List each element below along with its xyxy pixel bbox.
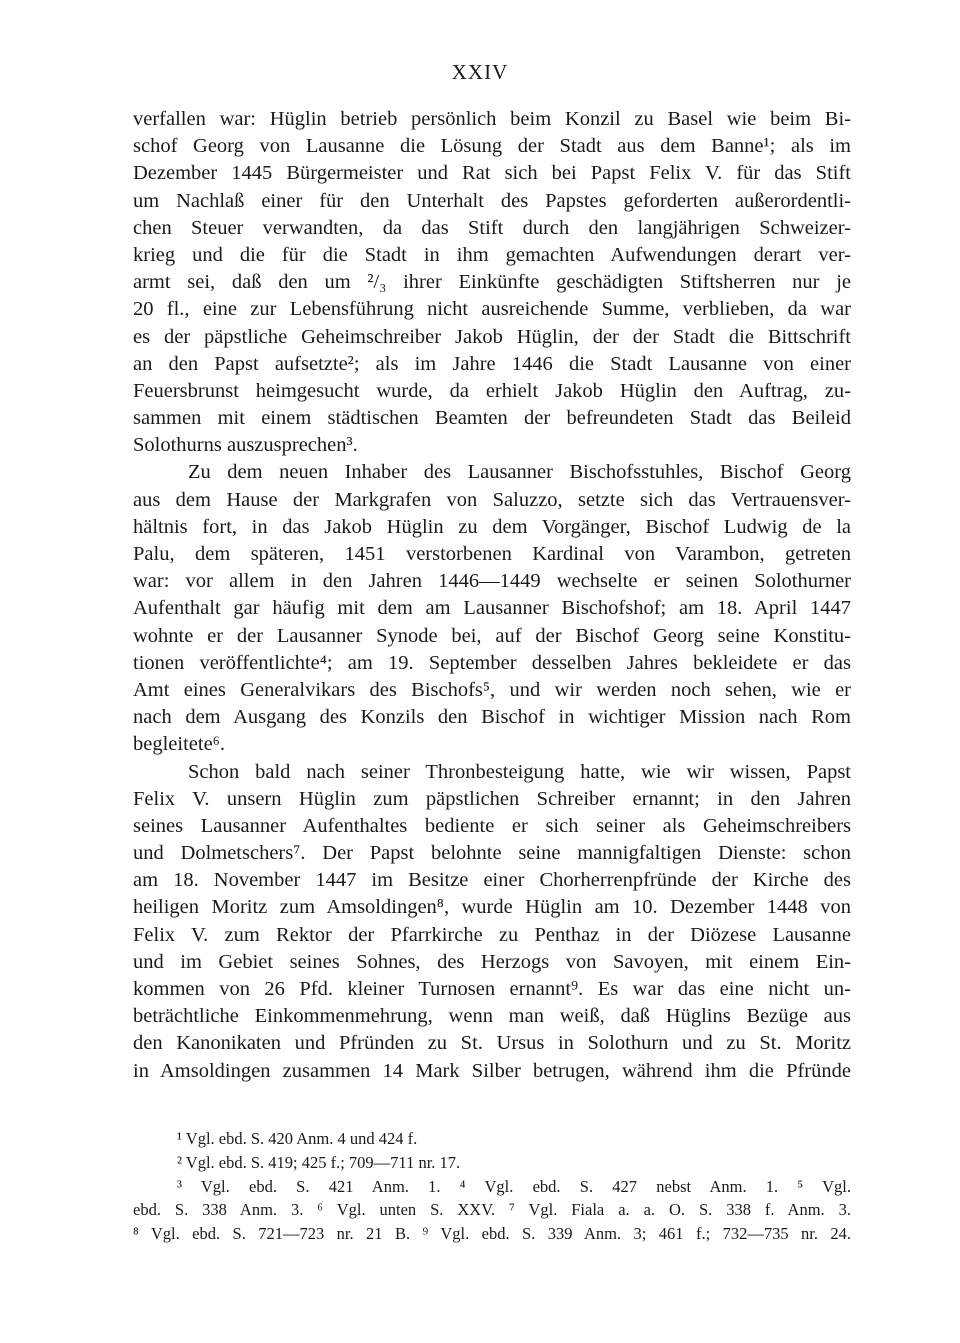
text-line: verfallen war: Hüglin betrieb persönlich beim Konzil zu Basel wie beim Bi- — [133, 108, 851, 130]
text-line: in Amsoldingen zusammen 14 Mark Silber betrugen, während ihm die Pfründe — [133, 1059, 851, 1082]
text-line: an den Papst aufsetzte²; als im Jahre 1446 die Stadt Lausanne von einer — [133, 352, 851, 375]
text-line: um Nachlaß einer für den Unterhalt des Papstes geforderten außerordentli- — [133, 189, 851, 212]
text-line: hältnis fort, in das Jakob Hüglin zu dem Vorgänger, Bischof Ludwig de la — [133, 515, 851, 538]
text-line: kommen von 26 Pfd. kleiner Turnosen ernannt⁹. Es war das eine nicht un- — [133, 978, 851, 1000]
text-line: war: vor allem in den Jahren 1446—1449 wechselte er seinen Solothurner — [133, 570, 851, 593]
body-text — [133, 106, 851, 1085]
text-line: aus dem Hause der Markgrafen von Saluzzo, setzte sich das Vertrauensver- — [133, 488, 851, 511]
text-line: Solothurns auszusprechen³. — [133, 434, 358, 457]
footnote-line: ⁸ Vgl. ebd. S. 721—723 nr. 21 B. ⁹ Vgl. ebd. S. 339 Anm. 3; 461 f.; 732—735 nr. 24. — [133, 1224, 851, 1244]
text-line: Zu dem neuen Inhaber des Lausanner Bischofsstuhles, Bischof Georg — [188, 461, 851, 484]
text-line: heiligen Moritz zum Amsoldingen⁸, wurde Hüglin am 10. Dezember 1448 von — [133, 896, 851, 919]
text-line: begleitete⁶. — [133, 733, 225, 756]
text-line: nach dem Ausgang des Konzils den Bischof in wichtiger Mission nach Rom — [133, 706, 851, 729]
text-line: den Kanonikaten und Pfründen zu St. Ursus in Solothurn und zu St. Moritz — [133, 1032, 851, 1055]
text-line: Dezember 1445 Bürgermeister und Rat sich bei Papst Felix V. für das Stift — [133, 162, 851, 185]
text-line: tionen veröffentlichte⁴; am 19. September desselben Jahres bekleidete er das — [133, 651, 851, 674]
text-line: 20 fl., eine zur Lebensführung nicht ausreichende Summe, verblieben, da war — [133, 298, 851, 321]
text-line: schof Georg von Lausanne die Lösung der Stadt aus dem Banne¹; als im — [133, 135, 851, 158]
text-line: Amt eines Generalvikars des Bischofs⁵, und wir werden noch sehen, wie er — [133, 678, 851, 701]
text-line: beträchtliche Einkommenmehrung, wenn man weiß, daß Hüglins Bezüge aus — [133, 1005, 851, 1028]
text-line: Schon bald nach seiner Thronbesteigung hatte, wie wir wissen, Papst — [188, 760, 851, 783]
text-line: sammen mit einem städtischen Beamten der befreundeten Stadt das Beileid — [133, 407, 851, 430]
footnote-line: ebd. S. 338 Anm. 3. ⁶ Vgl. unten S. XXV. ⁷ Vgl. Fiala a. a. O. S. 338 f. Anm. 3. — [133, 1200, 851, 1220]
text-line: Palu, dem späteren, 1451 verstorbenen Kardinal von Varambon, getreten — [133, 543, 851, 565]
text-line: es der päpstliche Geheimschreiber Jakob Hüglin, der der Stadt die Bittschrift — [133, 325, 851, 348]
text-line: armt sei, daß den um ²/₃ ihrer Einkünfte geschädigten Stiftsherren nur je — [133, 271, 851, 294]
text-line: seines Lausanner Aufenthaltes bediente er sich seiner als Geheimschreibers — [133, 814, 851, 837]
text-line: krieg und die für die Stadt in ihm gemachten Aufwendungen derart ver- — [133, 243, 851, 266]
text-line: Aufenthalt gar häufig mit dem am Lausanner Bischofshof; am 18. April 1447 — [133, 597, 851, 620]
text-line: am 18. November 1447 im Besitze einer Chorherrenpfründe der Kirche des — [133, 869, 851, 892]
page-number: XXIV — [451, 60, 509, 84]
text-line: Feuersbrunst heimgesucht wurde, da erhielt Jakob Hüglin den Auftrag, zu- — [133, 379, 851, 402]
footnote-line: ¹ Vgl. ebd. S. 420 Anm. 4 und 424 f. — [177, 1129, 418, 1148]
text-line: Felix V. unsern Hüglin zum päpstlichen Schreiber ernannt; in den Jahren — [133, 787, 851, 810]
text-line: wohnte er der Lausanner Synode bei, auf der Bischof Georg seine Konstitu- — [133, 624, 851, 647]
text-line: Felix V. zum Rektor der Pfarrkirche zu Penthaz in der Diözese Lausanne — [133, 923, 851, 946]
text-line: und Dolmetschers⁷. Der Papst belohnte seine mannigfaltigen Dienste: schon — [133, 842, 851, 865]
footnote-line: ³ Vgl. ebd. S. 421 Anm. 1. ⁴ Vgl. ebd. S. 427 nebst Anm. 1. ⁵ Vgl. — [177, 1176, 851, 1196]
text-line: chen Steuer verwandten, da das Stift durch den langjährigen Schweizer- — [133, 216, 851, 239]
footnotes — [133, 1127, 851, 1246]
text-line: und im Gebiet seines Sohnes, des Herzogs von Savoyen, mit einem Ein- — [133, 950, 851, 973]
footnote-line: ² Vgl. ebd. S. 419; 425 f.; 709—711 nr. 17. — [177, 1152, 461, 1172]
